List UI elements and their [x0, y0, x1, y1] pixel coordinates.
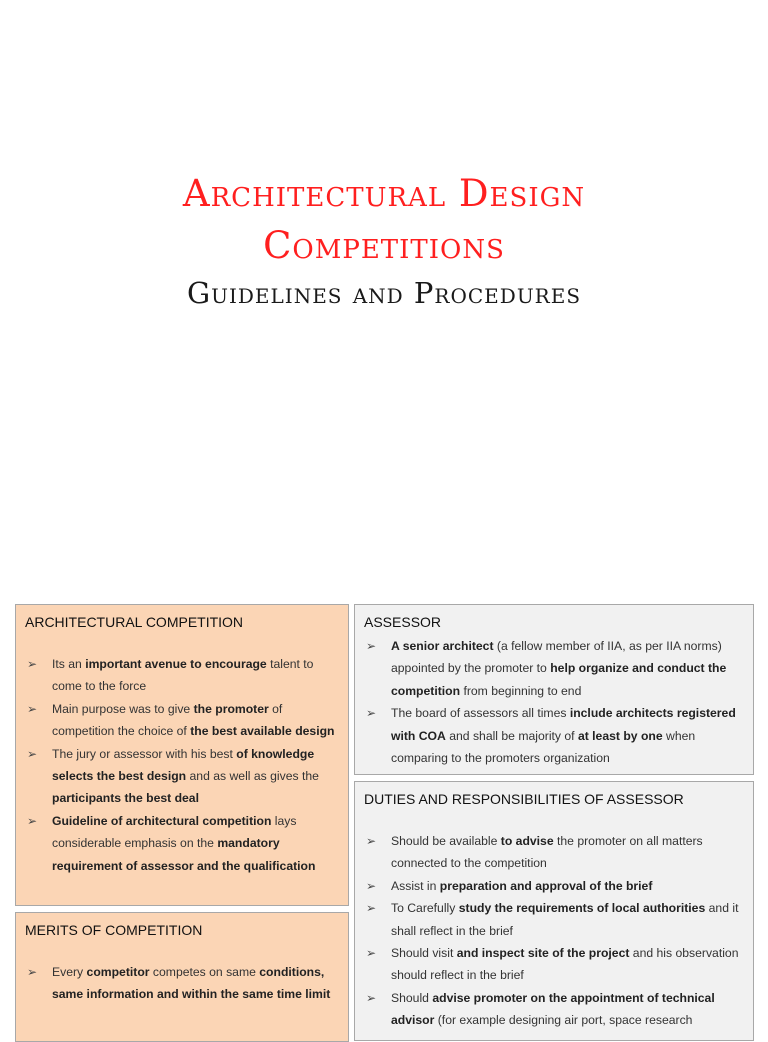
text: from beginning to end — [460, 683, 582, 698]
bold-text: the best available design — [190, 724, 335, 739]
text: competes on same — [149, 965, 260, 979]
bold-text: competitor — [86, 965, 150, 979]
assessor-heading: ASSESSOR — [364, 614, 442, 630]
text: the promoter on all matters connected to the competition — [391, 834, 703, 871]
title-line-2: Competitions — [263, 224, 505, 267]
text: To Carefully — [391, 901, 459, 916]
text: lays considerable emphasis on the — [52, 813, 297, 851]
assessor-list — [364, 635, 744, 769]
text: and it shall reflect in the brief — [391, 901, 739, 938]
text: Its an — [52, 657, 86, 671]
text: The jury or assessor with his best — [52, 746, 237, 761]
text: Assist in — [391, 878, 440, 893]
bold-text: study the requirements of local authorities — [458, 901, 706, 916]
text: Should visit — [391, 946, 457, 961]
bold-text: of knowledge selects the best design — [52, 746, 315, 784]
text: Should be available — [391, 834, 501, 848]
bullet-item — [364, 702, 744, 769]
bullet-item — [364, 830, 744, 875]
text: The board of assessors all times — [391, 706, 570, 721]
bold-text: Guideline of architectural competition — [52, 813, 272, 828]
text: of competition the choice of — [52, 701, 283, 739]
bold-text: mandatory requirement of assessor and the qualification — [52, 836, 316, 873]
bold-text: to advise — [500, 834, 554, 848]
bold-text: important avenue to encourage — [85, 657, 267, 671]
bold-text: preparation and approval of the brief — [439, 878, 653, 893]
duties-and-responsibilities-list — [364, 830, 744, 1032]
bullet-item — [364, 875, 744, 897]
merits-of-competition-list — [25, 961, 339, 1006]
architectural-competition-list — [25, 653, 339, 877]
architectural-competition-box — [15, 604, 349, 906]
bold-text: conditions, same information and within the same time limit — [52, 965, 331, 1002]
text: and his observation should reflect in the brief — [391, 946, 739, 983]
bold-text: help organize and conduct the competition — [391, 661, 727, 698]
bold-text: the promoter — [193, 701, 269, 716]
bullet-item — [25, 698, 339, 743]
assessor-box — [354, 604, 754, 775]
text: Main purpose was to give — [52, 701, 194, 716]
bold-text: participants the best deal — [52, 791, 199, 806]
text: (a fellow member of IIA, as per IIA norms) appointed by the promoter to — [391, 639, 722, 676]
bold-text: include architects registered with COA — [391, 706, 736, 743]
bullet-item — [364, 942, 744, 987]
bullet-item — [364, 987, 744, 1032]
text: when comparing to the promoters organization — [391, 728, 696, 766]
text: and as well as gives the — [186, 769, 319, 784]
bold-text: A senior architect — [391, 639, 494, 653]
bullet-item — [25, 653, 339, 698]
text: and shall be majority of — [445, 728, 578, 743]
architectural-competition-heading: ARCHITECTURAL COMPETITION — [25, 614, 244, 630]
subtitle: Guidelines and Procedures — [186, 276, 582, 310]
bullet-item — [364, 897, 744, 942]
bullet-item — [25, 961, 339, 1006]
text: Should — [391, 990, 433, 1005]
bullet-item — [25, 743, 339, 810]
bullet-item — [25, 810, 339, 877]
text: (for example designing air port, space research — [434, 1013, 693, 1028]
duties-and-responsibilities-box — [354, 781, 754, 1041]
duties-and-responsibilities-heading: DUTIES AND RESPONSIBILITIES OF ASSESSOR — [364, 791, 684, 807]
merits-of-competition-heading: MERITS OF COMPETITION — [25, 922, 203, 938]
bullet-item — [364, 635, 744, 702]
bold-text: and inspect site of the project — [456, 946, 630, 961]
text: Every — [52, 965, 87, 979]
merits-of-competition-box — [15, 912, 349, 1042]
title-line-1: Architectural Design — [182, 172, 586, 215]
bold-text: advise promoter on the appointment of technical advisor — [391, 990, 715, 1028]
text: talent to come to the force — [52, 657, 314, 694]
bold-text: at least by one — [577, 728, 663, 743]
